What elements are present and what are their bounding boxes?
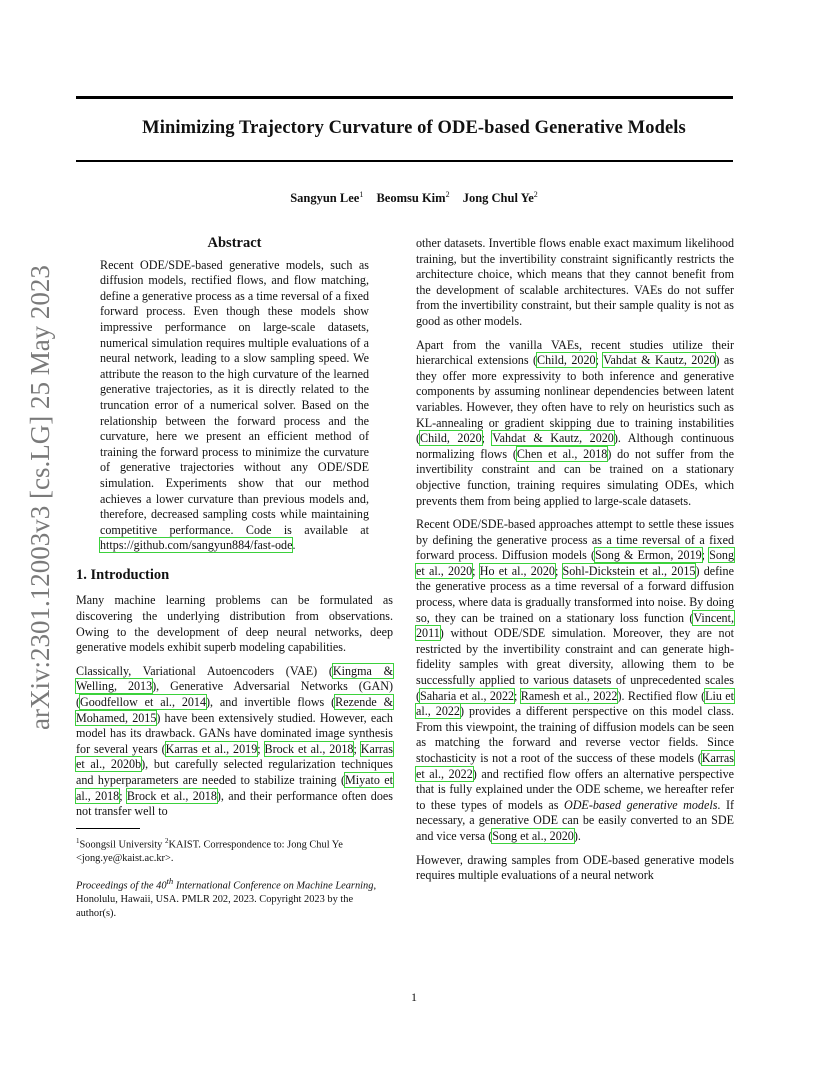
text: ; [554, 563, 563, 578]
text: ; [472, 563, 480, 578]
text: KAIST. Correspondence to: Jong Chul Ye <jong.ye@kaist.ac.kr>. [76, 839, 343, 864]
text: , Honolulu, Hawaii, USA. PMLR 202, 2023. Copyright 2023 by the author(s). [76, 880, 377, 919]
text: ; [481, 431, 493, 446]
text: Classically, Variational Autoencoders (VAE) ( [76, 663, 333, 678]
footnote-mark: 2 [164, 836, 169, 845]
author-list [0, 190, 828, 206]
citation-link[interactable]: Child, 2020 [420, 431, 482, 446]
left-column [76, 236, 393, 920]
proceedings-note [76, 875, 393, 920]
text: ), but carefully selected regularization techniques and hyperparameters are needed to stabilize training ( [76, 757, 393, 787]
citation-link[interactable]: Vahdat & Kautz, 2020 [603, 353, 716, 368]
text: ) provides a different perspective on this model class. From this viewpoint, the training of diffusion models can be seen as matching the forward and reverse vector fields. Since stochasticity is not a root of the success of these models ( [416, 704, 734, 765]
author-affiliation: 2 [445, 190, 450, 199]
abstract-text: Recent ODE/SDE-based generative models, such as diffusion models, rectified flows, and flow matching, define a generative process as a time reversal of a fixed forward process. Even though these models show impressive performance on large-scale datasets, numerical simulation requires multiple evaluations of a neural network, leading to a slow sampling speed. We attribute the reason to the high curvature of the learned generative trajectories, as it is directly related to the truncation error of a numerical solver. Based on the relationship between the forward process and the curvature, here we present an efficient method of training the forward process to minimize the curvature of generative trajectories without any ODE/SDE simulation. Experiments show that our method achieves a lower curvature than previous models and, therefore, decreased sampling costs while maintaining competitive performance. Code is available at [100, 257, 369, 537]
citation-link[interactable]: Song et al., 2020 [492, 828, 574, 843]
footnote-mark: 1 [76, 836, 80, 845]
author-name: Sangyun Lee [290, 191, 360, 206]
text: ) have been extensively studied. However, each model has its drawback. GANs have dominated image synthesis for several years ( [76, 710, 393, 756]
citation-link[interactable]: Child, 2020 [537, 353, 596, 368]
text: ) as they offer more expressivity to both inference and generative components by assuming nonlinear dependencies between latent variables. However, they often have to rely on heuristics such as KL-annealing or gradient skipping due to training instabilities ( [416, 353, 735, 446]
emphasis-text: ODE-based generative models [563, 797, 718, 812]
body-paragraph [416, 517, 734, 844]
author-affiliation: 1 [359, 190, 364, 199]
text: ; [514, 688, 521, 703]
author-name: Beomsu Kim [376, 191, 446, 206]
citation-link[interactable]: Chen et al., 2018 [516, 446, 608, 461]
title-rule-bottom [76, 160, 733, 162]
text: ; [257, 741, 265, 756]
citation-link[interactable]: Saharia et al., 2022 [420, 688, 515, 703]
text: . If necessary, a generative ODE can be easily converted to an SDE and vice versa ( [416, 797, 734, 843]
title-rule-top [76, 96, 733, 99]
right-column [416, 236, 734, 892]
affiliation-footnote [76, 835, 393, 865]
section-heading-introduction: 1. Introduction [76, 566, 170, 583]
citation-link[interactable]: Vahdat & Kautz, 2020 [492, 431, 614, 446]
text: ) without ODE/SDE simulation. Moreover, they are not restricted by the invertibility constraint and can generate high-fidelity samples with great diversity, allowing them to be successfully applied to various datasets of unprecedented scales ( [416, 626, 734, 703]
citation-link[interactable]: Liu et al., 2022 [416, 688, 735, 719]
abstract-end: . [292, 538, 296, 553]
citation-link[interactable]: Rezende & Mohamed, 2015 [76, 695, 394, 725]
citation-link[interactable]: Miyato et al., 2018 [76, 773, 393, 803]
body-paragraph: other datasets. Invertible flows enable exact maximum likelihood training, but the invertibility constraint significantly restricts the architecture choice, which means that they cannot benefit from the development of scalable architectures. VAEs do not suffer from the invertibility constraint, but their sample quality is not as good as other models. [416, 236, 734, 328]
arxiv-stamp: arXiv:2301.12003v3 [cs.LG] 25 May 2023 [25, 265, 55, 730]
author-name: Jong Chul Ye [462, 191, 534, 206]
text: Soongsil University [79, 839, 165, 851]
body-paragraph: However, drawing samples from ODE-based generative models requires multiple evaluations of a neural network [416, 852, 734, 883]
paper-title: Minimizing Trajectory Curvature of ODE-based Generative Models [142, 118, 686, 138]
citation-link[interactable]: Karras et al., 2022 [416, 751, 734, 781]
abstract-body [100, 258, 369, 554]
citation-link[interactable]: Brock et al., 2018 [126, 788, 217, 803]
citation-link[interactable]: Karras et al., 2019 [165, 741, 258, 756]
citation-link[interactable]: Song et al., 2020 [416, 548, 734, 578]
page-number: 1 [411, 990, 417, 1004]
intro-paragraph-2 [76, 664, 393, 820]
author-affiliation: 2 [533, 190, 538, 199]
intro-paragraph-1: Many machine learning problems can be formulated as discovering the underlying distribution from observations. Owing to the development of deep neural networks, deep generative models exhibit superb modeling capabilities. [76, 593, 393, 655]
text: ). Although continuous normalizing flows ( [416, 431, 734, 461]
text: ). [573, 828, 581, 843]
text: ) and rectified flow offers an alternative perspective that is fully explained under the ODE scheme, we hereafter refer to these types of models as [416, 766, 734, 812]
text: ). Rectified flow ( [617, 688, 706, 703]
citation-link[interactable]: Karras et al., 2020b [76, 741, 393, 772]
citation-link[interactable]: Goodfellow et al., 2014 [80, 695, 207, 710]
text: ; [701, 548, 710, 563]
citation-link[interactable]: Vincent, 2011 [416, 610, 734, 641]
text: ), and invertible flows ( [206, 695, 336, 710]
text: Apart from the vanilla VAEs, recent studies utilize their hierarchical extensions ( [416, 337, 734, 368]
citation-link[interactable]: Sohl-Dickstein et al., 2015 [562, 563, 696, 578]
citation-link[interactable]: Brock et al., 2018 [264, 741, 354, 756]
text: Recent ODE/SDE-based approaches attempt to settle these issues by defining the generative process as a time reversal of a fixed forward process. Diffusion models ( [416, 517, 734, 563]
text: ; [595, 353, 604, 368]
text: th [166, 876, 174, 887]
abstract-heading: Abstract [207, 235, 262, 251]
citation-link[interactable]: Ho et al., 2020 [479, 563, 555, 578]
text: ; [119, 788, 127, 803]
text: Proceedings of the 40 [76, 880, 167, 892]
body-paragraph [416, 338, 734, 510]
text: ), and their performance often does not transfer well to [76, 788, 393, 819]
citation-link[interactable]: Song & Ermon, 2019 [595, 548, 702, 563]
citation-link[interactable]: Ramesh et al., 2022 [520, 688, 618, 703]
text: ) do not suffer from the invertibility constraint and can be trained on a stationary objective function, training requires simulating ODEs, which prevents them from being applied to large-scale datasets. [416, 446, 734, 508]
text: ; [353, 741, 361, 756]
text: ) define the generative process as a time reversal of a forward diffusion process, where data is gradually transformed into noise. By doing so, they can be trained on a stationary loss function ( [416, 563, 734, 625]
text: International Conference on Machine Learning [173, 880, 374, 892]
text: ), Generative Adversarial Networks (GAN) ( [76, 679, 393, 710]
citation-link[interactable]: Kingma & Welling, 2013 [76, 663, 393, 694]
footnote-rule [76, 828, 140, 829]
code-link[interactable]: https://github.com/sangyun884/fast-ode [100, 538, 293, 553]
